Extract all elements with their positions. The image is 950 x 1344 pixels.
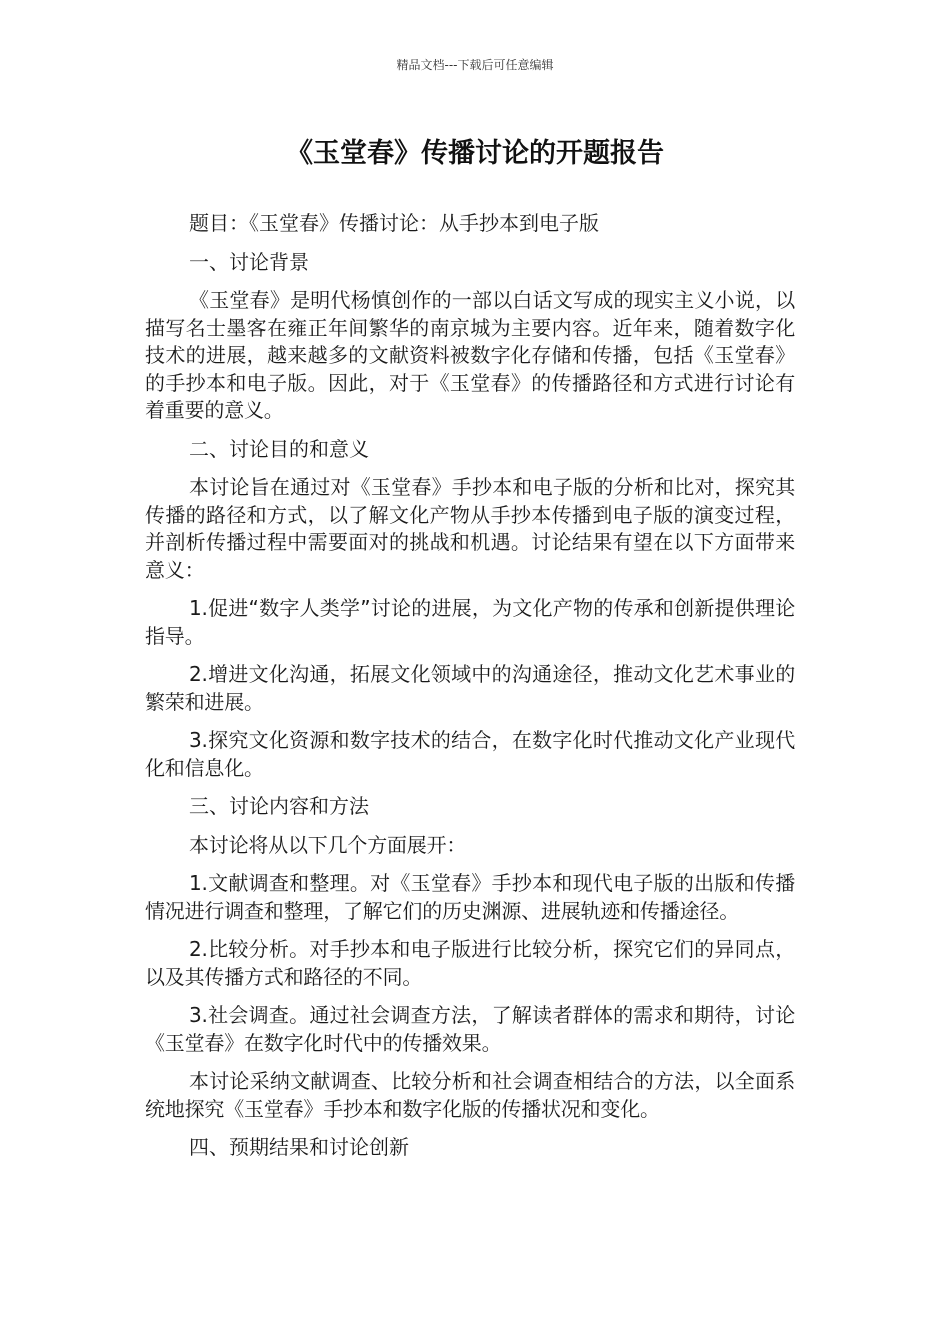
purpose-paragraph: 本讨论旨在通过对《玉堂春》手抄本和电子版的分析和比对，探究其传播的路径和方式，以了解文化产物从手抄本传播到电子版的演变过程，并剖析传播过程中需要面对的挑战和机遇。讨论结果有望在以下方面带来意义： xyxy=(145,475,795,582)
methods-item-1: 1.文献调查和整理。对《玉堂春》手抄本和现代电子版的出版和传播情况进行调查和整理，了解它们的历史渊源、进展轨迹和传播途径。 xyxy=(145,871,795,923)
purpose-item-3: 3.探究文化资源和数字技术的结合，在数字化时代推动文化产业现代化和信息化。 xyxy=(145,728,795,780)
methods-summary: 本讨论采纳文献调查、比较分析和社会调查相结合的方法，以全面系统地探究《玉堂春》手抄本和数字化版的传播状况和变化。 xyxy=(145,1069,795,1121)
document-title: 《玉堂春》传播讨论的开题报告 xyxy=(286,138,664,169)
purpose-item-2: 2.增进文化沟通，拓展文化领域中的沟通途径，推动文化艺术事业的繁荣和进展。 xyxy=(145,662,795,714)
section-heading-expected-results: 四、预期结果和讨论创新 xyxy=(189,1135,409,1159)
section-heading-purpose: 二、讨论目的和意义 xyxy=(189,436,369,461)
document-body xyxy=(145,210,795,1173)
methods-item-3: 3.社会调查。通过社会调查方法，了解读者群体的需求和期待，讨论《玉堂春》在数字化时代中的传播效果。 xyxy=(145,1003,795,1055)
methods-item-2: 2.比较分析。对手抄本和电子版进行比较分析，探究它们的异同点，以及其传播方式和路径的不同。 xyxy=(145,937,795,989)
methods-intro: 本讨论将从以下几个方面展开： xyxy=(189,832,467,857)
purpose-item-1: 1.促进“数字人类学”讨论的进展，为文化产物的传承和创新提供理论指导。 xyxy=(145,596,795,648)
section-heading-methods: 三、讨论内容和方法 xyxy=(189,794,369,818)
topic-line: 题目：《玉堂春》传播讨论：从手抄本到电子版 xyxy=(189,211,599,235)
section-heading-background: 一、讨论背景 xyxy=(189,249,309,274)
page-header-note: 精品文档---下载后可任意编辑 xyxy=(396,58,554,72)
background-paragraph: 《玉堂春》是明代杨慎创作的一部以白话文写成的现实主义小说，以描写名士墨客在雍正年间繁华的南京城为主要内容。近年来，随着数字化技术的进展，越来越多的文献资料被数字化存储和传播，包括《玉堂春》的手抄本和电子版。因此，对于《玉堂春》的传播路径和方式进行讨论有着重要的意义。 xyxy=(145,288,795,422)
